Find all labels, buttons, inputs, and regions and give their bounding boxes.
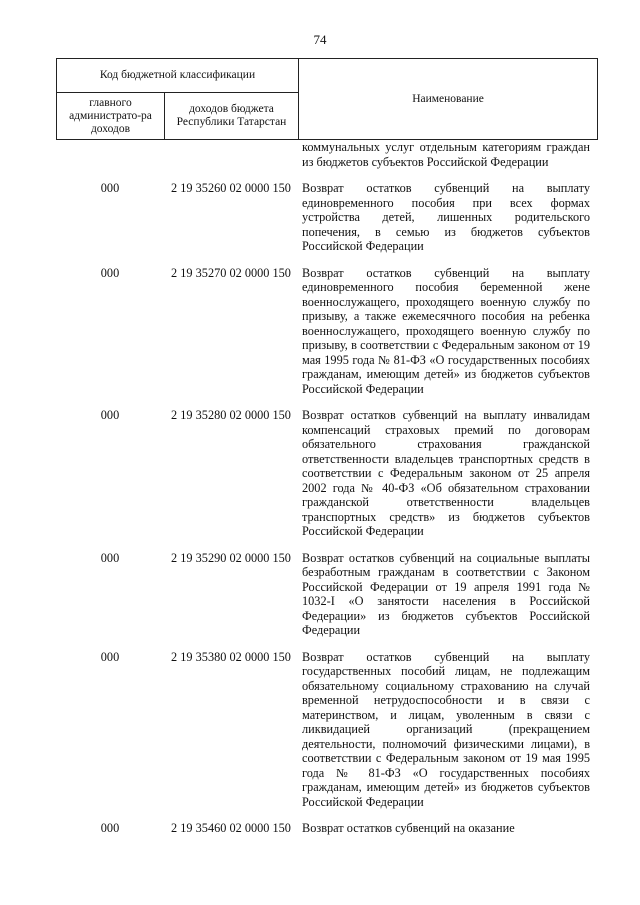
- budget-code-cell: 2 19 35380 02 0000 150: [171, 649, 291, 664]
- name-column-header: Наименование: [299, 59, 598, 140]
- income-column-header: доходов бюджета Республики Татарстан: [165, 93, 299, 140]
- admin-code-cell: [56, 140, 164, 169]
- table-row: [56, 181, 597, 254]
- table-row: [56, 821, 597, 836]
- name-cell: Возврат остатков субвенций на оказание: [302, 821, 515, 835]
- table-row: [56, 551, 597, 638]
- table-body: [56, 140, 597, 836]
- budget-code-cell: 2 19 35260 02 0000 150: [171, 181, 291, 195]
- table-row: [56, 266, 597, 397]
- name-cell: Возврат остатков субвенций на выплату инвалидам компенсаций страховых премий по договорам обязательного страхования гражданской ответственности владельцев транспортных средств в соответствии с Федеральным законом от 25 апреля 2002 года № 40-ФЗ «Об обязательном страховании гражданской ответственности владельцев транспортных средств» из бюджетов субъектов Российской Федерации: [302, 408, 590, 538]
- table-header: [56, 58, 598, 140]
- page-number: 74: [313, 32, 327, 47]
- name-cell: Возврат остатков субвенций на выплату единовременного пособия при всех формах устройства детей, лишенных родительского попечения, в семью из бюджетов субъектов Российской Федерации: [302, 181, 590, 253]
- table-row: [56, 140, 597, 169]
- name-cell: Возврат остатков субвенций на социальные выплаты безработным гражданам в соответствии с Законом Российской Федерации от 19 апреля 1991 года № 1032-I «О занятости населения в Российской Федерации» из бюджетов субъектов Российской Федерации: [302, 550, 590, 637]
- name-cell: коммунальных услуг отдельным категориям граждан из бюджетов субъектов Российской Федерации: [302, 140, 590, 169]
- name-cell: Возврат остатков субвенций на выплату единовременного пособия беременной жене военнослужащего, проходящего военную службу по призыву, а также ежемесячного пособия на ребенка военнослужащего, проходящего военную службу по призыву, в соответствии с Федеральным законом от 19 мая 1995 года № 81-ФЗ «О государственных пособиях гражданам, имеющим детей» из бюджетов субъектов Российской Федерации: [302, 265, 590, 396]
- admin-code-cell: 000: [100, 550, 120, 565]
- admin-code-cell: 000: [100, 821, 120, 835]
- budget-code-cell: 2 19 35460 02 0000 150: [171, 821, 291, 835]
- admin-code-cell: 000: [100, 649, 120, 664]
- budget-code-cell: 2 19 35280 02 0000 150: [171, 408, 291, 422]
- budget-code-cell: 2 19 35270 02 0000 150: [171, 265, 291, 280]
- table-row: [56, 650, 597, 810]
- admin-code-cell: 000: [100, 181, 120, 195]
- admin-code-cell: 000: [100, 265, 120, 280]
- budget-code-cell: 2 19 35290 02 0000 150: [171, 550, 291, 565]
- admin-column-header: главного администрато-ра доходов: [57, 93, 165, 140]
- table-row: [56, 408, 597, 539]
- budget-code-group-header: Код бюджетной классификации: [57, 59, 299, 93]
- admin-code-cell: 000: [100, 408, 120, 422]
- name-cell: Возврат остатков субвенций на выплату государственных пособий лицам, не подлежащим обязательному социальному страхованию на случай временной нетрудоспособности и в связи с материнством, и лицам, уволенным в связи с ликвидацией организаций (прекращением деятельности, полномочий физическими лицами), в соответствии с Федеральным законом от 19 мая 1995 года № 81-ФЗ «О государственных пособиях гражданам, имеющим детей» из бюджетов субъектов Российской Федерации: [302, 649, 590, 809]
- budget-code-cell: [164, 140, 298, 169]
